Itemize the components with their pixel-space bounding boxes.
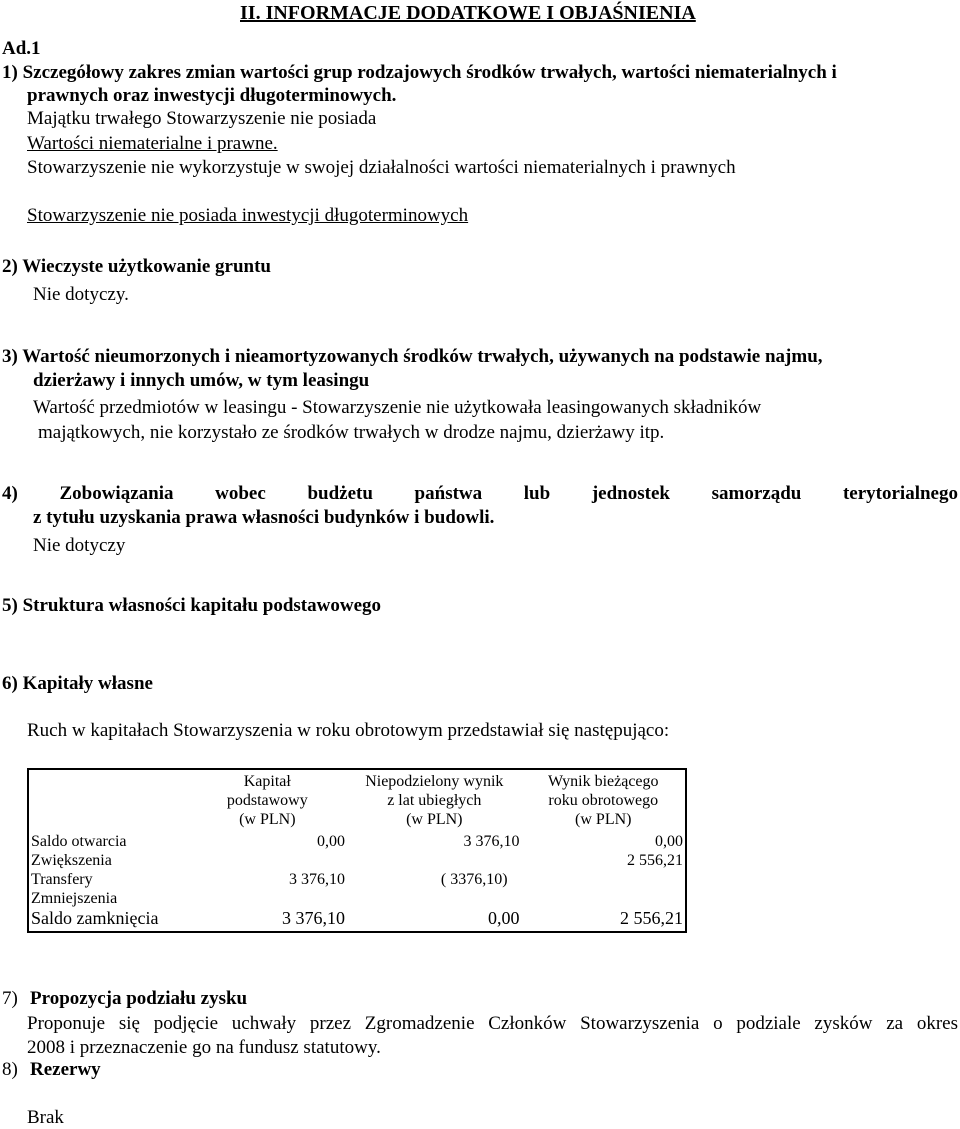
row-cell <box>522 870 686 889</box>
table-header-col1-l2: podstawowy <box>226 792 308 809</box>
row-label: Zmniejszenia <box>31 890 118 907</box>
section-6-heading: 6) Kapitały własne <box>2 673 153 694</box>
table-header-col1-l1: Kapitał <box>243 773 291 790</box>
row-cell: 3 376,10 <box>463 833 520 850</box>
table-header-col2-l3: (w PLN) <box>406 811 463 828</box>
section-3-text-line1: Wartość przedmiotów w leasingu - Stowarzyszenie nie użytkowała leasingowanych składników <box>33 397 762 418</box>
table-header-col1 <box>188 769 348 832</box>
section-7-text-line2: 2008 i przeznaczenie go na fundusz statutowy. <box>27 1037 381 1058</box>
table-header-col3 <box>522 769 686 832</box>
table-header-col3-l1: Wynik bieżącego <box>547 773 659 790</box>
section-1-heading-line2: prawnych oraz inwestycji długoterminowych. <box>27 85 397 106</box>
table-row <box>28 870 686 889</box>
section-1-text-a: Majątku trwałego Stowarzyszenie nie posiada <box>27 108 377 129</box>
capital-table <box>27 768 687 933</box>
table-row <box>28 889 686 908</box>
section-1-text-c: Stowarzyszenie nie wykorzystuje w swojej działalności wartości niematerialnych i prawnych <box>27 157 736 178</box>
row-cell: 0,00 <box>655 833 683 850</box>
row-label: Saldo otwarcia <box>31 833 127 850</box>
page-title: II. INFORMACJE DODATKOWE I OBJAŚNIENIA <box>240 2 696 24</box>
row-label: Transfery <box>31 871 93 888</box>
section-8-text: Brak <box>27 1107 64 1128</box>
section-5-heading: 5) Struktura własności kapitału podstawowego <box>2 595 381 616</box>
row-cell <box>347 889 521 908</box>
row-cell: 3 376,10 <box>289 871 346 888</box>
row-cell <box>522 889 686 908</box>
table-row <box>28 851 686 870</box>
table-header-col2-l1: Niepodzielony wynik <box>365 773 504 790</box>
section-7-number: 7) <box>2 988 18 1009</box>
section-1-heading-line1: 1) Szczegółowy zakres zmian wartości grup rodzajowych środków trwałych, wartości niematerialnych i <box>2 62 837 83</box>
row-label: Saldo zamknięcia <box>31 908 159 928</box>
table-header-col3-l3: (w PLN) <box>575 811 632 828</box>
section-7-heading: Propozycja podziału zysku <box>30 988 248 1009</box>
section-1-text-b: Wartości niematerialne i prawne. <box>27 133 278 154</box>
row-cell <box>347 851 521 870</box>
section-3-text-line2: majątkowych, nie korzystało ze środków trwałych w drodze najmu, dzierżawy itp. <box>38 422 665 443</box>
section-4-heading-line2: z tytułu uzyskania prawa własności budynków i budowli. <box>33 507 495 528</box>
table-header-col2 <box>347 769 521 832</box>
ad-label: Ad.1 <box>2 38 41 59</box>
section-6-intro: Ruch w kapitałach Stowarzyszenia w roku obrotowym przedstawiał się następująco: <box>27 720 670 741</box>
row-cell: 2 556,21 <box>627 852 683 869</box>
table-header-col1-l3: (w PLN) <box>239 811 296 828</box>
table-header-empty <box>28 769 188 832</box>
row-cell: 0,00 <box>317 833 346 850</box>
row-cell <box>188 851 348 870</box>
row-cell: 2 556,21 <box>620 908 683 928</box>
row-cell: 0,00 <box>488 908 520 928</box>
section-3-heading-line2: dzierżawy i innych umów, w tym leasingu <box>33 370 370 391</box>
section-3-heading-line1: 3) Wartość nieumorzonych i nieamortyzowanych środków trwałych, używanych na podstawie najmu, <box>2 346 823 367</box>
section-8-number: 8) <box>2 1059 18 1080</box>
table-row <box>28 908 686 932</box>
section-4-text: Nie dotyczy <box>33 535 126 556</box>
row-cell: 3 376,10 <box>282 908 346 928</box>
section-4-heading-line1: 4) Zobowiązania wobec budżetu państwa lub jednostek samorządu terytorialnego <box>2 483 958 504</box>
section-2-text: Nie dotyczy. <box>33 284 129 305</box>
table-header-col3-l2: roku obrotowego <box>548 792 659 809</box>
section-2-heading: 2) Wieczyste użytkowanie gruntu <box>2 256 271 277</box>
table-row <box>28 832 686 851</box>
table-header-row <box>28 769 686 832</box>
row-cell <box>188 889 348 908</box>
row-cell: ( 3376,10) <box>440 871 508 888</box>
row-label: Zwiększenia <box>31 852 112 869</box>
section-8-heading: Rezerwy <box>30 1059 101 1080</box>
table-header-col2-l2: z lat ubiegłych <box>387 792 482 809</box>
section-1-text-d: Stowarzyszenie nie posiada inwestycji długoterminowych <box>27 205 469 226</box>
section-7-text-line1: Proponuje się podjęcie uchwały przez Zgromadzenie Członków Stowarzyszenia o podziale zysków za okres <box>27 1013 958 1034</box>
